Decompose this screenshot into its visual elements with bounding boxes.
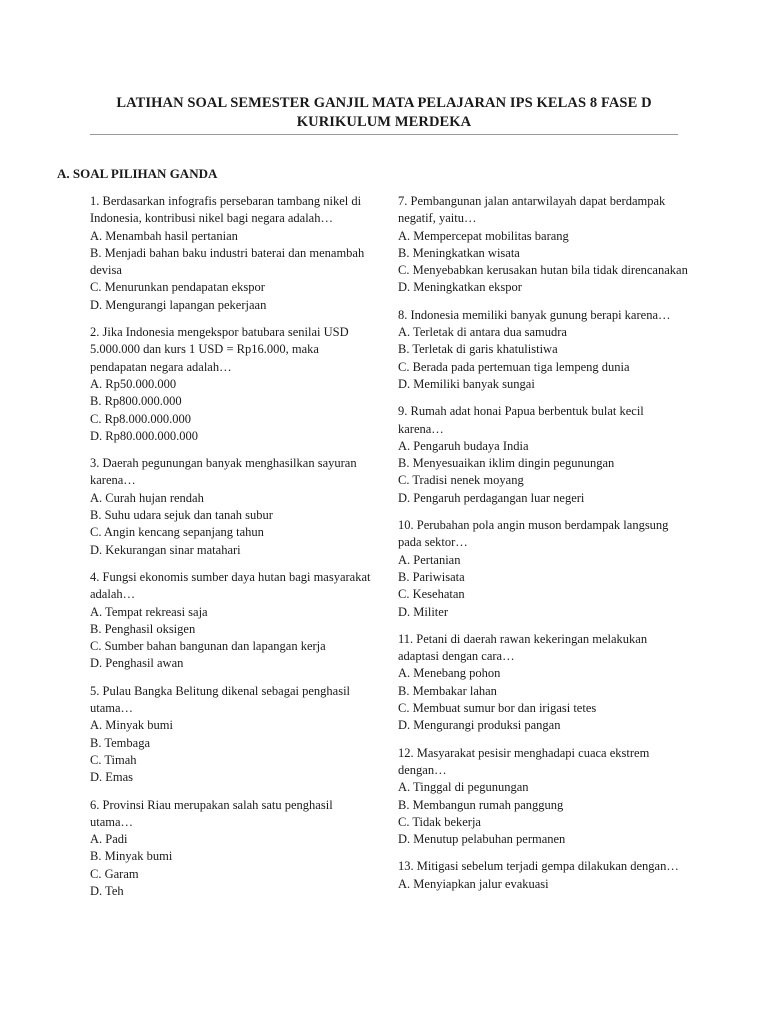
answer-option: C. Timah: [90, 752, 137, 767]
answer-option: A. Pertanian: [398, 552, 461, 567]
answer-option: C. Kesehatan: [398, 587, 465, 602]
question-text: 11. Petani di daerah rawan kekeringan melakukan adaptasi dengan cara…: [398, 631, 648, 664]
answer-option: D. Memiliki banyak sungai: [398, 376, 535, 391]
answer-option: A. Rp50.000.000: [90, 376, 177, 391]
questions-column-right: [398, 193, 688, 903]
answer-option: A. Padi: [90, 832, 128, 847]
answer-option: D. Mengurangi lapangan pekerjaan: [90, 297, 267, 312]
question-text: 6. Provinsi Riau merupakan salah satu penghasil utama…: [90, 797, 333, 829]
answer-option: A. Curah hujan rendah: [90, 490, 204, 505]
question-10: [398, 517, 688, 621]
answer-option: C. Menyebabkan kerusakan hutan bila tidak direncanakan: [398, 263, 688, 278]
question-6: [90, 797, 376, 901]
answer-option: C. Berada pada pertemuan tiga lempeng dunia: [398, 359, 630, 374]
question-2: [90, 324, 376, 445]
answer-option: A. Minyak bumi: [90, 718, 173, 733]
answer-option: D. Pengaruh perdagangan luar negeri: [398, 490, 585, 505]
answer-option: B. Minyak bumi: [90, 849, 173, 864]
answer-option: B. Membangun rumah panggung: [398, 797, 564, 812]
answer-option: A. Mempercepat mobilitas barang: [398, 228, 569, 243]
question-12: [398, 745, 688, 849]
question-text: 5. Pulau Bangka Belitung dikenal sebagai penghasil utama…: [90, 683, 351, 716]
answer-option: A. Menambah hasil pertanian: [90, 228, 238, 243]
answer-option: A. Tempat rekreasi saja: [90, 604, 208, 619]
question-4: [90, 569, 376, 673]
answer-option: D. Rp80.000.000.000: [90, 428, 198, 443]
question-text: 10. Perubahan pola angin muson berdampak langsung pada sektor…: [398, 518, 669, 550]
title-divider: [90, 134, 678, 135]
answer-option: B. Terletak di garis khatulistiwa: [398, 342, 558, 357]
answer-option: C. Angin kencang sepanjang tahun: [90, 525, 264, 540]
section-heading: A. SOAL PILIHAN GANDA: [57, 166, 218, 181]
question-text: 8. Indonesia memiliki banyak gunung berapi karena…: [398, 307, 671, 322]
answer-option: A. Menebang pohon: [398, 666, 501, 681]
question-text: 3. Daerah pegunungan banyak menghasilkan sayuran karena…: [90, 456, 357, 488]
question-text: 9. Rumah adat honai Papua berbentuk bulat kecil karena…: [398, 404, 644, 436]
answer-option: C. Tradisi nenek moyang: [398, 473, 524, 488]
answer-option: C. Sumber bahan bangunan dan lapangan kerja: [90, 639, 326, 654]
answer-option: B. Menyesuaikan iklim dingin pegunungan: [398, 456, 615, 471]
question-text: 13. Mitigasi sebelum terjadi gempa dilakukan dengan…: [398, 859, 679, 874]
question-3: [90, 455, 376, 559]
question-13: [398, 858, 688, 893]
question-text: 4. Fungsi ekonomis sumber daya hutan bagi masyarakat adalah…: [90, 569, 371, 602]
answer-option: C. Menurunkan pendapatan ekspor: [90, 280, 265, 295]
answer-option: B. Penghasil oksigen: [90, 621, 196, 636]
answer-option: D. Mengurangi produksi pangan: [398, 718, 561, 733]
questions-column-left: [90, 193, 376, 910]
answer-option: D. Kekurangan sinar matahari: [90, 542, 241, 557]
question-11: [398, 631, 688, 735]
question-text: 12. Masyarakat pesisir menghadapi cuaca ekstrem dengan…: [398, 745, 650, 777]
title-line-2: KURIKULUM MERDEKA: [296, 114, 472, 130]
answer-option: C. Tidak bekerja: [398, 814, 481, 829]
answer-option: A. Terletak di antara dua samudra: [398, 325, 567, 340]
answer-option: A. Pengaruh budaya India: [398, 438, 529, 453]
question-text: 2. Jika Indonesia mengekspor batubara senilai USD 5.000.000 dan kurs 1 USD = Rp16.000, maka pendapatan negara adalah…: [90, 325, 349, 374]
title-line-1: LATIHAN SOAL SEMESTER GANJIL MATA PELAJARAN IPS KELAS 8 FASE D: [116, 95, 652, 111]
question-text: 1. Berdasarkan infografis persebaran tambang nikel di Indonesia, kontribusi nikel bagi negara adalah…: [90, 194, 362, 226]
answer-option: C. Rp8.000.000.000: [90, 411, 192, 426]
answer-option: C. Membuat sumur bor dan irigasi tetes: [398, 701, 597, 716]
answer-option: B. Rp800.000.000: [90, 394, 182, 409]
question-text: 7. Pembangunan jalan antarwilayah dapat berdampak negatif, yaitu…: [398, 194, 666, 226]
answer-option: D. Teh: [90, 883, 124, 898]
answer-option: D. Penghasil awan: [90, 656, 184, 671]
question-7: [398, 193, 688, 297]
page-title: [90, 94, 678, 132]
question-8: [398, 307, 688, 393]
answer-option: D. Menutup pelabuhan permanen: [398, 832, 566, 847]
answer-option: D. Militer: [398, 604, 448, 619]
answer-option: B. Pariwisata: [398, 569, 465, 584]
answer-option: B. Membakar lahan: [398, 683, 497, 698]
answer-option: A. Tinggal di pegunungan: [398, 780, 529, 795]
answer-option: B. Menjadi bahan baku industri baterai dan menambah devisa: [90, 245, 365, 278]
answer-option: C. Garam: [90, 866, 139, 881]
question-9: [398, 403, 688, 507]
question-1: [90, 193, 376, 314]
answer-option: D. Meningkatkan ekspor: [398, 280, 522, 295]
answer-option: A. Menyiapkan jalur evakuasi: [398, 876, 549, 891]
answer-option: B. Tembaga: [90, 735, 150, 750]
answer-option: B. Suhu udara sejuk dan tanah subur: [90, 508, 273, 523]
answer-option: D. Emas: [90, 770, 134, 785]
answer-option: B. Meningkatkan wisata: [398, 245, 520, 260]
question-5: [90, 683, 376, 787]
